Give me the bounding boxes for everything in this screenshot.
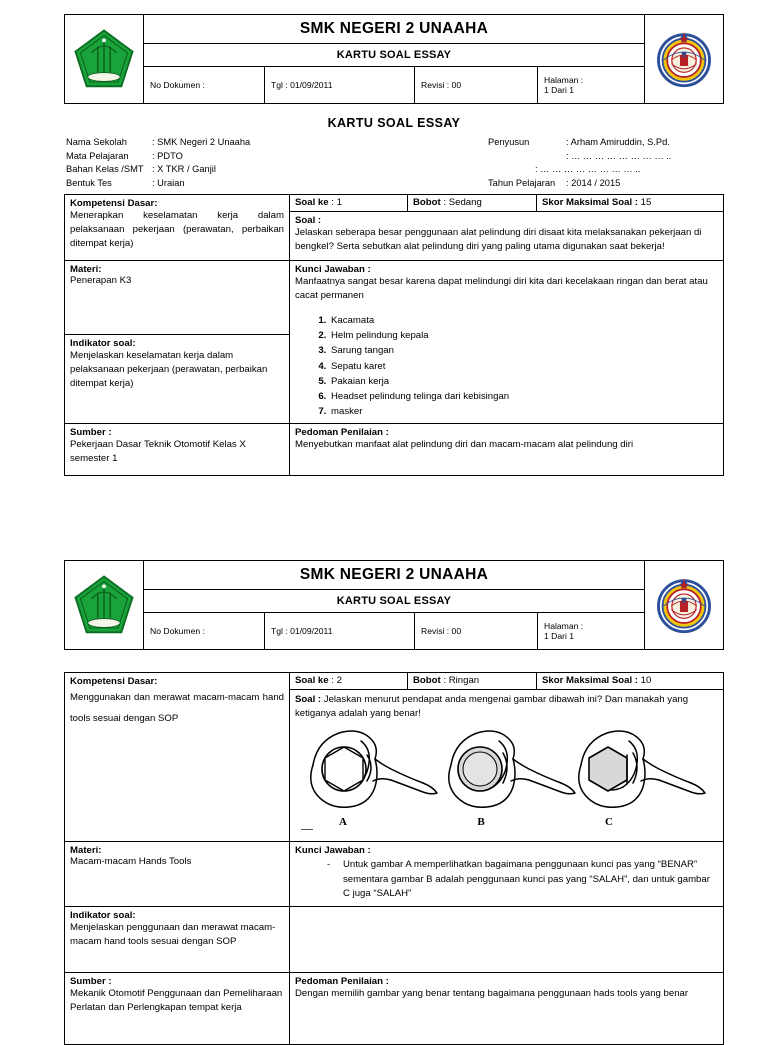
- doc-subtitle: KARTU SOAL ESSAY: [144, 590, 645, 613]
- table-row: [65, 673, 724, 842]
- indikator-text: Menjelaskan keselamatan kerja dalam pelaksanaan pekerjaan (perawatan, perbaikan ditempat kerja): [70, 350, 268, 390]
- pedoman-text: Dengan memilih gambar yang benar tentang bagaimana penggunaan hads tools yang benar: [295, 987, 689, 999]
- identity-value: : PDTO: [152, 150, 183, 161]
- sumber-label: Sumber :: [70, 427, 112, 439]
- soal-cell-2: [290, 673, 724, 842]
- table-row: [65, 424, 724, 476]
- identity-row: [488, 163, 671, 177]
- figure-label-a: A: [339, 816, 347, 828]
- soal-label: Soal :: [295, 694, 322, 705]
- table-row: [65, 261, 724, 335]
- list-item: 1. Kacamata: [329, 313, 718, 328]
- left-logo-cell: [65, 15, 144, 104]
- soal-ke-field-1: [290, 195, 408, 212]
- pedoman-cell-2: [290, 972, 724, 1044]
- soal-text-line: [295, 693, 718, 721]
- soal-text: Jelaskan menurut pendapat anda mengenai gambar dibawah ini? Dan manakah yang ketiganya adalah yang benar!: [295, 694, 689, 719]
- page-title: KARTU SOAL ESSAY: [327, 116, 461, 130]
- tanggal-field: Tgl : 01/09/2011: [265, 67, 415, 103]
- identity-row: [66, 163, 250, 177]
- list-item: - Untuk gambar A memperlihatkan bagaimana penggunaan kunci pas yang “BENAR” sementara gambar B adalah penggunaan kunci pas yang “SALAH”, dan untuk gambar C juga “SALAH”: [327, 858, 718, 902]
- doc-subtitle: KARTU SOAL ESSAY: [144, 44, 645, 67]
- identity-row: [66, 177, 250, 191]
- indikator-text: Menjelaskan penggunaan dan merawat macam-macam hand tools sesuai dengan SOP: [70, 921, 276, 947]
- identity-key: [488, 163, 535, 177]
- materi-label: Materi:: [70, 264, 102, 275]
- halaman-value: 1 Dari 1: [544, 85, 575, 95]
- pedoman-label: Pedoman Penilaian :: [295, 975, 389, 987]
- identity-value: : 2014 / 2015: [566, 177, 621, 188]
- figure-label-b: B: [477, 816, 485, 828]
- kunci-jawaban-cell-2: [290, 842, 724, 907]
- right-logo-cell: [645, 15, 724, 104]
- table-row: [65, 842, 724, 907]
- revisi-field: Revisi : 00: [415, 613, 538, 649]
- materi-label: Materi:: [70, 845, 102, 856]
- sumber-text: Pekerjaan Dasar Teknik Otomotif Kelas X semester 1: [70, 439, 246, 465]
- table-row: [65, 195, 724, 261]
- no-dokumen-field: No Dokumen :: [144, 67, 265, 103]
- kompetensi-text: Menerapkan keselamatan kerja dalam pelaksanaan pekerjaan (perawatan, perbaikan ditempat kerja): [70, 210, 284, 249]
- identity-key: Mata Pelajaran: [66, 150, 129, 161]
- kompetensi-label: Kompetensi Dasar:: [70, 676, 158, 687]
- soal-ke-field-2: [290, 673, 408, 690]
- identity-row: [488, 136, 671, 150]
- identity-key: Penyusun: [488, 137, 530, 147]
- pedoman-label: Pedoman Penilaian :: [295, 427, 389, 439]
- identity-key: Tahun Pelajaran: [488, 177, 556, 188]
- kunci-jawaban-list-1: [295, 313, 718, 419]
- score-strip-1: [290, 195, 723, 212]
- bobot-label: Bobot: [413, 675, 441, 686]
- kunci-jawaban-cell-1: [290, 261, 724, 424]
- skor-value: 15: [640, 197, 652, 208]
- table-row: [65, 906, 724, 972]
- kunci-jawaban-list-2: [295, 858, 718, 902]
- halaman-label: Halaman :: [544, 75, 584, 85]
- school-title: SMK NEGERI 2 UNAAHA: [144, 561, 645, 590]
- sumber-text: Mekanik Otomotif Penggunaan dan Pemeliharaan Perlatan dan Perlengkapan tempat kerja: [70, 987, 283, 1013]
- bobot-value: : Ringan: [443, 675, 480, 686]
- question-card-2: [64, 560, 724, 1045]
- list-item: 3. Sarung tangan: [329, 343, 718, 358]
- doc-meta-cell: [144, 67, 645, 104]
- left-logo-cell: [65, 561, 144, 650]
- figure-label-c: C: [605, 816, 613, 828]
- letterhead-table-1: [64, 14, 724, 104]
- circular-school-emblem-icon: [655, 576, 713, 634]
- tanggal-field: Tgl : 01/09/2011: [265, 613, 415, 649]
- halaman-field: [538, 67, 645, 103]
- halaman-label: Halaman :: [544, 621, 584, 631]
- materi-text: Penerapan K3: [70, 275, 132, 286]
- table-row: [65, 972, 724, 1044]
- identity-row: [488, 150, 671, 164]
- question-card-1: [64, 14, 724, 476]
- identity-value: : … … … … … … … … ..: [566, 150, 672, 161]
- identity-left-column: [66, 136, 250, 190]
- sumber-cell-1: [65, 424, 290, 476]
- list-item: 5. Pakaian kerja: [329, 374, 718, 389]
- soal-label: Soal :: [295, 215, 322, 226]
- soal-ke-value: : 1: [331, 197, 342, 208]
- empty-cell-2: [290, 906, 724, 972]
- list-item: 4. Sepatu karet: [329, 359, 718, 374]
- sumber-label: Sumber :: [70, 975, 112, 987]
- figure-dash-mark: [301, 829, 313, 830]
- sumber-cell-2: [65, 972, 290, 1044]
- identity-right-column: [488, 136, 671, 190]
- list-item: 2. Helm pelindung kepala: [329, 328, 718, 343]
- soal-text-wrap-1: [290, 212, 723, 260]
- identity-key: [488, 150, 566, 164]
- soal-cell-1: [290, 195, 724, 261]
- identity-row: [66, 150, 250, 164]
- kompetensi-cell-1: [65, 195, 290, 261]
- wrench-on-bolt-illustrations: [295, 725, 718, 841]
- halaman-field: [538, 613, 645, 649]
- pentagon-school-logo-icon: [73, 574, 135, 636]
- letterhead-table-2: [64, 560, 724, 650]
- skor-label: Skor Maksimal Soal :: [542, 197, 638, 208]
- kompetensi-text: Menggunakan dan merawat macam-macam hand tools sesuai dengan SOP: [70, 692, 284, 724]
- kompetensi-label: Kompetensi Dasar:: [70, 198, 158, 209]
- pedoman-cell-1: [290, 424, 724, 476]
- kompetensi-cell-2: [65, 673, 290, 842]
- indikator-label: Indikator soal:: [70, 909, 136, 921]
- identity-value: : … … … … … … … … ..: [535, 164, 641, 174]
- revisi-field: Revisi : 00: [415, 67, 538, 103]
- soal-text-wrap-2: [290, 690, 723, 841]
- materi-cell-1: [65, 261, 290, 335]
- identity-value: : X TKR / Ganjil: [152, 164, 216, 174]
- list-item: 6. Headset pelindung telinga dari kebisingan: [329, 389, 718, 404]
- skor-label: Skor Maksimal Soal :: [542, 675, 638, 686]
- identity-row: [66, 136, 250, 150]
- circular-school-emblem-icon: [655, 30, 713, 88]
- identity-value: : Arham Amiruddin, S.Pd.: [566, 137, 670, 147]
- identity-row: [488, 177, 671, 191]
- materi-cell-2: [65, 842, 290, 907]
- question-body-table-1: [64, 194, 724, 476]
- halaman-value: 1 Dari 1: [544, 631, 575, 641]
- identity-key: Bentuk Tes: [66, 177, 112, 188]
- soal-text: Jelaskan seberapa besar penggunaan alat pelindung diri disaat kita melaksanakan pekerjaan di bengkel? Serta sebutkan alat pelindung diri yang paling utama digunakan saat bekerja!: [295, 227, 702, 252]
- identity-block: [64, 136, 724, 194]
- soal-ke-label: Soal ke: [295, 197, 329, 208]
- school-title: SMK NEGERI 2 UNAAHA: [144, 15, 645, 44]
- no-dokumen-field: No Dokumen :: [144, 613, 265, 649]
- question-body-table-2: [64, 672, 724, 1045]
- skor-field-2: [537, 673, 724, 690]
- bobot-label: Bobot: [413, 197, 441, 208]
- pedoman-text: Menyebutkan manfaat alat pelindung diri dan macam-macam alat pelindung diri: [295, 439, 634, 451]
- identity-value: : SMK Negeri 2 Unaaha: [152, 137, 251, 147]
- list-item: 7. masker: [329, 404, 718, 419]
- doc-meta-cell: [144, 613, 645, 650]
- right-logo-cell: [645, 561, 724, 650]
- kunci-label: Kunci Jawaban :: [295, 264, 371, 275]
- skor-field-1: [537, 195, 724, 212]
- soal-ke-label: Soal ke: [295, 675, 329, 686]
- indikator-label: Indikator soal:: [70, 338, 136, 350]
- materi-text: Macam-macam Hands Tools: [70, 856, 192, 867]
- skor-value: 10: [640, 675, 652, 686]
- score-strip-2: [290, 673, 723, 690]
- bobot-field-1: [408, 195, 537, 212]
- identity-key: Bahan Kelas /SMT: [66, 164, 144, 174]
- indikator-cell-2: [65, 906, 290, 972]
- kunci-text: Manfaatnya sangat besar karena dapat melindungi diri kita dari kecelakaan ringan dan berat atau cacat permanen: [295, 276, 708, 301]
- kunci-label: Kunci Jawaban :: [295, 845, 371, 856]
- pentagon-school-logo-icon: [73, 28, 135, 90]
- bobot-field-2: [408, 673, 537, 690]
- identity-key: Nama Sekolah: [66, 137, 127, 147]
- bobot-value: : Sedang: [443, 197, 482, 208]
- soal-ke-value: : 2: [331, 675, 342, 686]
- identity-value: : Uraian: [152, 177, 185, 188]
- indikator-cell-1: [65, 335, 290, 424]
